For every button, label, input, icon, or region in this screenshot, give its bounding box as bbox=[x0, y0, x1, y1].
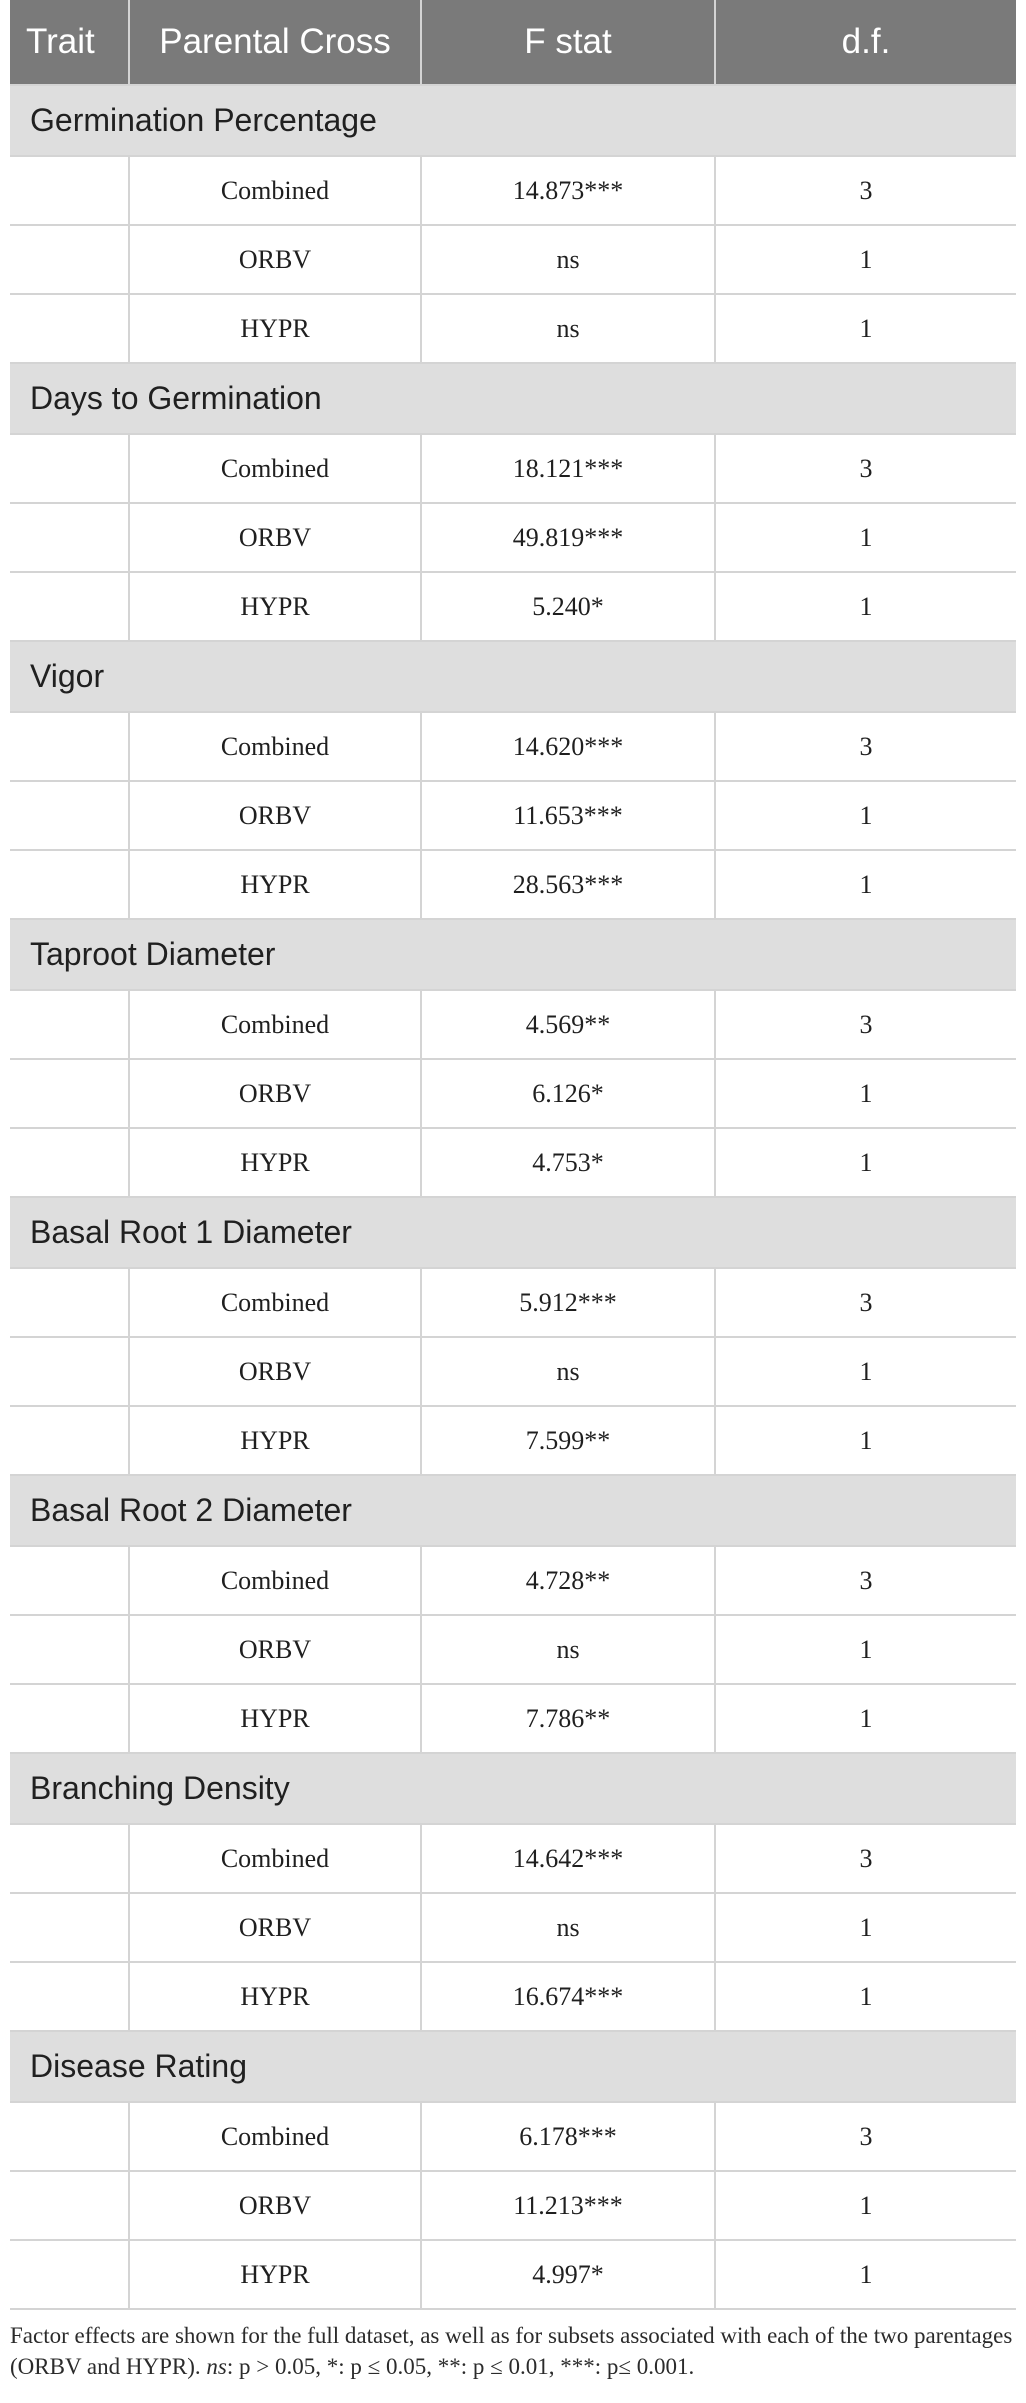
table-row bbox=[10, 1684, 1016, 1753]
f-stat-cell: 6.178*** bbox=[421, 2102, 715, 2171]
f-stat-cell: 4.753* bbox=[421, 1128, 715, 1197]
f-stat-cell: 7.786** bbox=[421, 1684, 715, 1753]
parental-cross-cell: HYPR bbox=[129, 294, 421, 363]
f-stat-cell: ns bbox=[421, 1615, 715, 1684]
df-cell: 3 bbox=[715, 1824, 1016, 1893]
df-cell: 1 bbox=[715, 1893, 1016, 1962]
f-stat-cell: 4.728** bbox=[421, 1546, 715, 1615]
trait-empty-cell bbox=[10, 503, 129, 572]
trait-name: Disease Rating bbox=[10, 2031, 1016, 2102]
trait-name: Basal Root 1 Diameter bbox=[10, 1197, 1016, 1268]
trait-empty-cell bbox=[10, 850, 129, 919]
parental-cross-cell: HYPR bbox=[129, 850, 421, 919]
parental-cross-cell: ORBV bbox=[129, 1059, 421, 1128]
trait-group-row bbox=[10, 1753, 1016, 1824]
f-stat-cell: 14.873*** bbox=[421, 156, 715, 225]
parental-cross-cell: ORBV bbox=[129, 1615, 421, 1684]
trait-name: Days to Germination bbox=[10, 363, 1016, 434]
f-stat-cell: 18.121*** bbox=[421, 434, 715, 503]
table-row bbox=[10, 781, 1016, 850]
parental-cross-cell: ORBV bbox=[129, 2171, 421, 2240]
f-stat-cell: 14.642*** bbox=[421, 1824, 715, 1893]
parental-cross-cell: ORBV bbox=[129, 503, 421, 572]
trait-name: Basal Root 2 Diameter bbox=[10, 1475, 1016, 1546]
footnote-sig1: *: p ≤ 0.05, bbox=[320, 2354, 432, 2379]
trait-empty-cell bbox=[10, 434, 129, 503]
trait-name: Germination Percentage bbox=[10, 85, 1016, 156]
df-cell: 3 bbox=[715, 990, 1016, 1059]
parental-cross-cell: ORBV bbox=[129, 225, 421, 294]
df-cell: 3 bbox=[715, 712, 1016, 781]
table-footnote bbox=[10, 2320, 1016, 2382]
df-cell: 3 bbox=[715, 1546, 1016, 1615]
trait-group-row bbox=[10, 2031, 1016, 2102]
parental-cross-cell: ORBV bbox=[129, 1893, 421, 1962]
df-cell: 1 bbox=[715, 1615, 1016, 1684]
trait-empty-cell bbox=[10, 572, 129, 641]
df-cell: 3 bbox=[715, 1268, 1016, 1337]
df-cell: 1 bbox=[715, 1962, 1016, 2031]
df-cell: 1 bbox=[715, 1406, 1016, 1475]
table-row bbox=[10, 1893, 1016, 1962]
trait-empty-cell bbox=[10, 1684, 129, 1753]
f-stat-cell: 5.240* bbox=[421, 572, 715, 641]
df-cell: 3 bbox=[715, 156, 1016, 225]
f-stat-cell: ns bbox=[421, 225, 715, 294]
trait-empty-cell bbox=[10, 1406, 129, 1475]
footnote-sig2: **: p ≤ 0.01, bbox=[431, 2354, 555, 2379]
table-row bbox=[10, 990, 1016, 1059]
table-row bbox=[10, 1406, 1016, 1475]
parental-cross-cell: ORBV bbox=[129, 1337, 421, 1406]
table-row bbox=[10, 1268, 1016, 1337]
table-row bbox=[10, 850, 1016, 919]
table-row bbox=[10, 503, 1016, 572]
trait-empty-cell bbox=[10, 990, 129, 1059]
df-cell: 1 bbox=[715, 781, 1016, 850]
parental-cross-cell: Combined bbox=[129, 1268, 421, 1337]
trait-name: Branching Density bbox=[10, 1753, 1016, 1824]
table-row bbox=[10, 434, 1016, 503]
df-cell: 1 bbox=[715, 572, 1016, 641]
f-stat-cell: 11.213*** bbox=[421, 2171, 715, 2240]
table-row bbox=[10, 2240, 1016, 2309]
footnote-ns-label: ns bbox=[206, 2354, 227, 2379]
table-row bbox=[10, 1615, 1016, 1684]
footnote-ns-cond: : p > 0.05, bbox=[226, 2354, 321, 2379]
trait-empty-cell bbox=[10, 1615, 129, 1684]
table-row bbox=[10, 156, 1016, 225]
trait-empty-cell bbox=[10, 1824, 129, 1893]
table-row bbox=[10, 1962, 1016, 2031]
trait-group-row bbox=[10, 1475, 1016, 1546]
f-stat-cell: 28.563*** bbox=[421, 850, 715, 919]
table-row bbox=[10, 1337, 1016, 1406]
parental-cross-cell: HYPR bbox=[129, 1406, 421, 1475]
f-stat-cell: 11.653*** bbox=[421, 781, 715, 850]
trait-empty-cell bbox=[10, 1059, 129, 1128]
parental-cross-cell: Combined bbox=[129, 712, 421, 781]
trait-empty-cell bbox=[10, 712, 129, 781]
f-stat-cell: 7.599** bbox=[421, 1406, 715, 1475]
df-cell: 1 bbox=[715, 225, 1016, 294]
f-stat-cell: 4.997* bbox=[421, 2240, 715, 2309]
table-body bbox=[10, 85, 1016, 2309]
trait-group-row bbox=[10, 919, 1016, 990]
parental-cross-cell: Combined bbox=[129, 2102, 421, 2171]
trait-empty-cell bbox=[10, 1337, 129, 1406]
df-cell: 3 bbox=[715, 434, 1016, 503]
parental-cross-cell: HYPR bbox=[129, 1684, 421, 1753]
parental-cross-cell: Combined bbox=[129, 1824, 421, 1893]
parental-cross-cell: Combined bbox=[129, 434, 421, 503]
header-row bbox=[10, 0, 1016, 85]
header-f-stat: F stat bbox=[421, 0, 715, 85]
df-cell: 1 bbox=[715, 503, 1016, 572]
table-row bbox=[10, 2102, 1016, 2171]
df-cell: 1 bbox=[715, 1128, 1016, 1197]
table-row bbox=[10, 294, 1016, 363]
header-df: d.f. bbox=[715, 0, 1016, 85]
df-cell: 1 bbox=[715, 850, 1016, 919]
parental-cross-cell: Combined bbox=[129, 156, 421, 225]
f-stat-cell: 4.569** bbox=[421, 990, 715, 1059]
df-cell: 1 bbox=[715, 2240, 1016, 2309]
trait-name: Taproot Diameter bbox=[10, 919, 1016, 990]
f-stat-cell: 6.126* bbox=[421, 1059, 715, 1128]
f-stat-cell: 49.819*** bbox=[421, 503, 715, 572]
table-row bbox=[10, 712, 1016, 781]
trait-empty-cell bbox=[10, 1893, 129, 1962]
f-stat-cell: 14.620*** bbox=[421, 712, 715, 781]
trait-empty-cell bbox=[10, 1546, 129, 1615]
trait-group-row bbox=[10, 641, 1016, 712]
trait-empty-cell bbox=[10, 781, 129, 850]
trait-empty-cell bbox=[10, 2102, 129, 2171]
footnote-text: Factor effects are shown for the full dataset, as well as for subsets associated with each of the two parentages (ORBV and HYPR). bbox=[10, 2323, 1013, 2379]
parental-cross-cell: HYPR bbox=[129, 1128, 421, 1197]
anova-table bbox=[10, 0, 1016, 2310]
table-row bbox=[10, 572, 1016, 641]
header-parental-cross: Parental Cross bbox=[129, 0, 421, 85]
parental-cross-cell: Combined bbox=[129, 990, 421, 1059]
trait-empty-cell bbox=[10, 1268, 129, 1337]
table-row bbox=[10, 1128, 1016, 1197]
trait-empty-cell bbox=[10, 294, 129, 363]
trait-empty-cell bbox=[10, 1962, 129, 2031]
trait-empty-cell bbox=[10, 225, 129, 294]
parental-cross-cell: ORBV bbox=[129, 781, 421, 850]
df-cell: 1 bbox=[715, 1059, 1016, 1128]
trait-empty-cell bbox=[10, 2240, 129, 2309]
table-row bbox=[10, 225, 1016, 294]
trait-group-row bbox=[10, 85, 1016, 156]
trait-empty-cell bbox=[10, 156, 129, 225]
trait-group-row bbox=[10, 1197, 1016, 1268]
f-stat-cell: ns bbox=[421, 294, 715, 363]
table-row bbox=[10, 2171, 1016, 2240]
table-row bbox=[10, 1824, 1016, 1893]
f-stat-cell: ns bbox=[421, 1893, 715, 1962]
parental-cross-cell: HYPR bbox=[129, 1962, 421, 2031]
parental-cross-cell: HYPR bbox=[129, 2240, 421, 2309]
trait-empty-cell bbox=[10, 1128, 129, 1197]
table-row bbox=[10, 1059, 1016, 1128]
footnote-sig3: ***: p≤ 0.001. bbox=[554, 2354, 695, 2379]
trait-name: Vigor bbox=[10, 641, 1016, 712]
df-cell: 1 bbox=[715, 1337, 1016, 1406]
parental-cross-cell: Combined bbox=[129, 1546, 421, 1615]
df-cell: 1 bbox=[715, 294, 1016, 363]
df-cell: 1 bbox=[715, 2171, 1016, 2240]
f-stat-cell: 16.674*** bbox=[421, 1962, 715, 2031]
trait-empty-cell bbox=[10, 2171, 129, 2240]
df-cell: 3 bbox=[715, 2102, 1016, 2171]
parental-cross-cell: HYPR bbox=[129, 572, 421, 641]
trait-group-row bbox=[10, 363, 1016, 434]
df-cell: 1 bbox=[715, 1684, 1016, 1753]
f-stat-cell: 5.912*** bbox=[421, 1268, 715, 1337]
f-stat-cell: ns bbox=[421, 1337, 715, 1406]
table-row bbox=[10, 1546, 1016, 1615]
header-trait: Trait bbox=[10, 0, 129, 85]
